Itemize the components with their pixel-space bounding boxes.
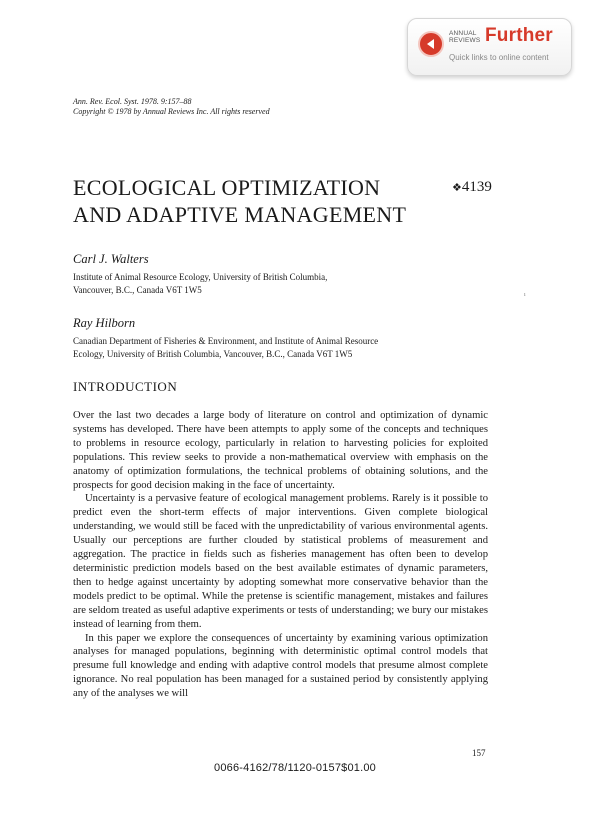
citation-line: Ann. Rev. Ecol. Syst. 1978. 9:157–88 bbox=[73, 97, 192, 106]
journal-citation bbox=[73, 97, 270, 117]
author-affiliation-1: Institute of Animal Resource Ecology, University of British Columbia, Vancouver, B.C., Canada V6T 1W5 bbox=[73, 272, 328, 295]
article-code bbox=[452, 179, 492, 196]
title-line-1: ECOLOGICAL OPTIMIZATION bbox=[73, 175, 381, 200]
further-label: Further bbox=[485, 25, 553, 46]
further-badge[interactable] bbox=[407, 18, 572, 76]
paragraph-1: Over the last two decades a large body of literature on control and optimization of dynamic systems has developed. There have been attempts to apply some of the concepts and techniques to problems in resource ecology, particularly in relation to harvesting policies for exploited populations. This review seeks to provide a non-mathematical overview with emphasis on the anatomy of optimization formulations, the technical problems of obtaining solutions, and the prospects for good decision making in the face of uncertainty. bbox=[73, 410, 488, 491]
play-back-icon bbox=[418, 31, 444, 57]
article-number: 4139 bbox=[461, 179, 492, 195]
further-subtitle: Quick links to online content bbox=[449, 53, 549, 62]
price-line: 0066-4162/78/1120-0157$01.00 bbox=[214, 762, 376, 774]
paragraph-2: Uncertainty is a pervasive feature of ecological management problems. Rarely is it possible to predict even the short-term effects of major interventions. Given complete biological understanding, we would still be faced with the unpredictability of various environmental agents. Usually our perceptions are further clouded by statistical problems of measurement and aggregation. The practice in fields such as fisheries management has often been to develop deterministic prediction models based on the best available estimates of dynamic parameters, then to hedge against uncertainty by adopting somewhat more conservative behavior than the models predict to be optimal. While the pretense is scientific management, mistakes and failures are seldom treated as useful adaptive experiments or tests of understanding; we bury our mistakes instead of learning from them. bbox=[73, 493, 488, 630]
diamond-icon: ❖ bbox=[452, 182, 462, 194]
title-line-2: AND ADAPTIVE MANAGEMENT bbox=[73, 202, 407, 227]
author-affiliation-2: Canadian Department of Fisheries & Environment, and Institute of Animal Resource Ecology, University of British Columbia, Vancouver, B.C., Canada V6T 1W5 bbox=[73, 336, 379, 359]
article-title bbox=[73, 174, 406, 228]
page-number: 157 bbox=[472, 748, 486, 758]
margin-mark: ı bbox=[524, 292, 526, 298]
section-heading: INTRODUCTION bbox=[73, 379, 178, 394]
publisher-name: ANNUAL REVIEWS bbox=[449, 30, 481, 44]
copyright-line: Copyright © 1978 by Annual Reviews Inc. All rights reserved bbox=[73, 107, 270, 116]
paragraph-3: In this paper we explore the consequences of uncertainty by examining various optimization analyses for managed populations, beginning with deterministic optimal control models that presume full knowledge and ending with adaptive control models that presume almost complete ignorance. No real population has been managed for a sustained period by consistently applying any of the analyses we will bbox=[73, 632, 488, 700]
article-body bbox=[73, 409, 488, 701]
author-name-1: Carl J. Walters bbox=[73, 252, 149, 266]
author-name-2: Ray Hilborn bbox=[73, 316, 136, 330]
